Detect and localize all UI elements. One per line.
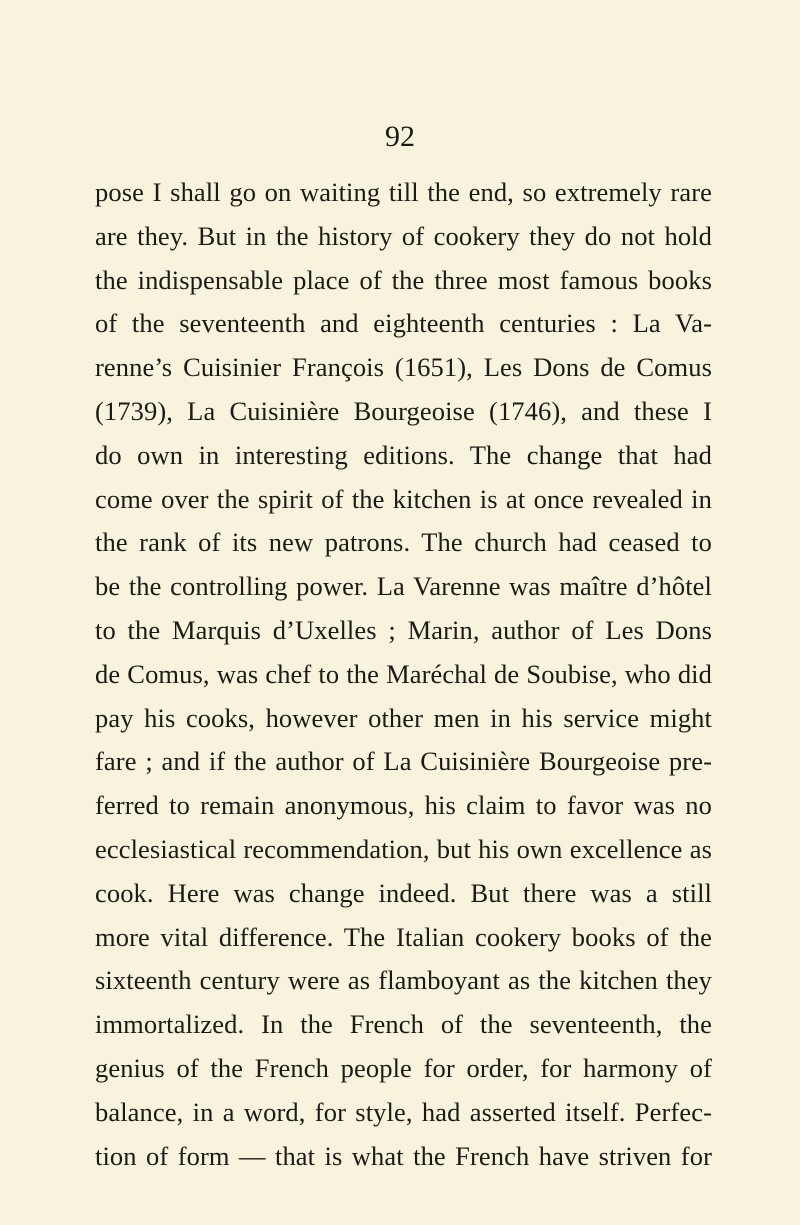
text-line: of the seventeenth and eighteenth centuries : La Va- — [95, 308, 712, 339]
text-line: (1739), La Cuisinière Bourgeoise (1746), and these I — [95, 395, 712, 426]
text-line: ferred to remain anonymous, his claim to favor was no — [95, 790, 712, 821]
text-line: de Comus, was chef to the Maréchal de Soubise, who did — [95, 658, 712, 689]
text-line: fare ; and if the author of La Cuisinière Bourgeoise pre- — [95, 746, 712, 777]
text-line: cook. Here was change indeed. But there was a still — [95, 877, 712, 908]
text-line: balance, in a word, for style, had asserted itself. Perfec- — [95, 1096, 712, 1127]
text-line: ecclesiastical recommendation, but his own excellence as — [95, 833, 712, 864]
text-line: are they. But in the history of cookery they do not hold — [95, 220, 712, 251]
text-line: to the Marquis d’Uxelles ; Marin, author of Les Dons — [95, 614, 712, 645]
text-line: the indispensable place of the three most famous books — [95, 264, 712, 295]
text-line: be the controlling power. La Varenne was maître d’hôtel — [95, 571, 712, 602]
text-line: pay his cooks, however other men in his service might — [95, 702, 712, 733]
text-line: sixteenth century were as flamboyant as the kitchen they — [95, 965, 712, 996]
page-number: 92 — [385, 120, 415, 153]
text-line: genius of the French people for order, for harmony of — [95, 1052, 712, 1083]
text-line: the rank of its new patrons. The church had ceased to — [95, 527, 712, 558]
text-line: come over the spirit of the kitchen is at once revealed in — [95, 483, 712, 514]
text-line: more vital difference. The Italian cookery books of the — [95, 921, 712, 952]
text-line: immortalized. In the French of the seventeenth, the — [95, 1009, 712, 1040]
text-line: do own in interesting editions. The change that had — [95, 439, 712, 470]
text-line: tion of form — that is what the French have striven for — [95, 1140, 712, 1171]
body-text — [95, 171, 712, 1178]
text-line: renne’s Cuisinier François (1651), Les Dons de Comus — [95, 352, 712, 383]
text-line: pose I shall go on waiting till the end, so extremely rare — [95, 177, 712, 207]
